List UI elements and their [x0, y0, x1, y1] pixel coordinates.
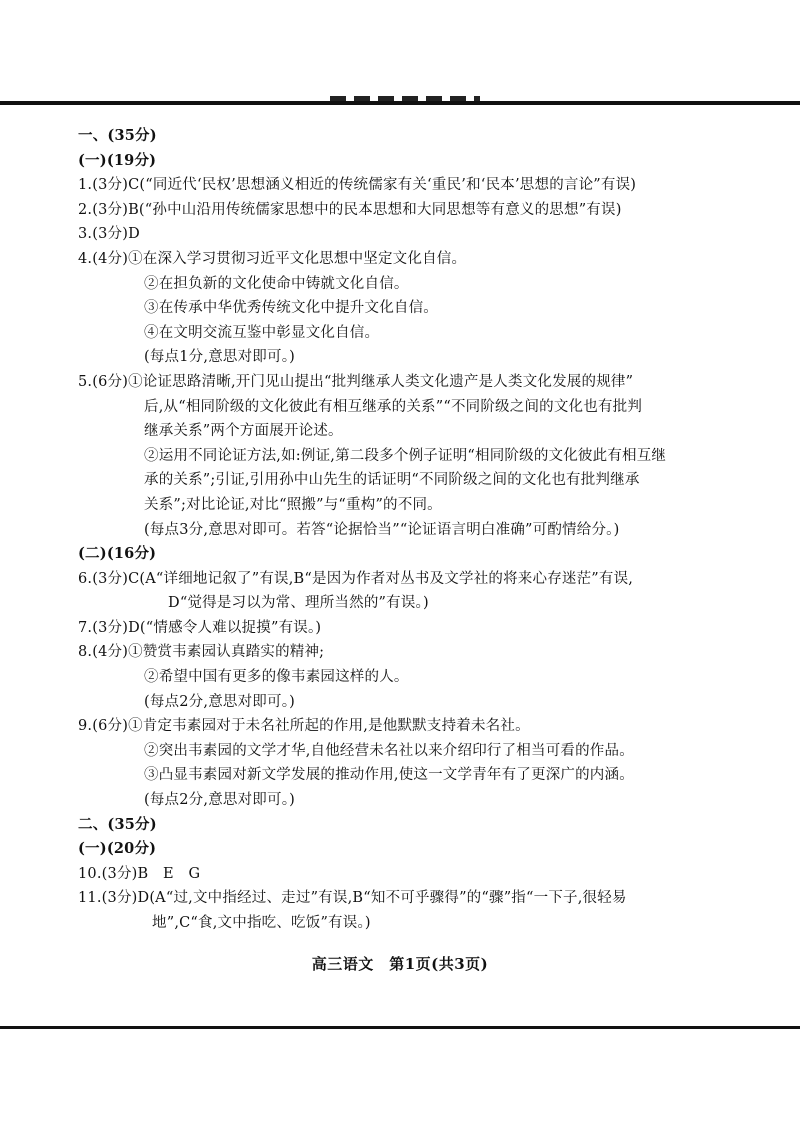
answer-8-line: 8.(4分)①赞赏韦素园认真踏实的精神; [78, 644, 325, 661]
answer-key-content [78, 124, 718, 936]
answer-10: 10.(3分)B E G [78, 865, 201, 882]
answer-1: 1.(3分)C(“同近代‘民权’思想涵义相近的传统儒家有关‘重民’和‘民本’思想的言论”有误) [78, 177, 637, 194]
answer-5-line: 承的关系”;引证,引用孙中山先生的话证明“不同阶级之间的文化也有批判继承 [144, 472, 640, 489]
answer-6-line: 6.(3分)C(A“详细地记叙了”有误,B“是因为作者对丛书及文学社的将来心存迷茫”有误, [78, 570, 634, 587]
answer-3: 3.(3分)D [78, 226, 140, 243]
answer-9-line: ②突出韦素园的文学才华,自他经营未名社以来介绍印行了相当可看的作品。 [144, 742, 634, 759]
answer-4-line: ③在传承中华优秀传统文化中提升文化自信。 [144, 300, 438, 317]
answer-11-line: 地”,C“食,文中指吃、吃饭”有误。) [152, 915, 371, 931]
answer-5-line: 继承关系”两个方面展开论述。 [144, 423, 343, 440]
answer-5-line: 后,从“相同阶级的文化彼此有相互继承的关系”“不同阶级之间的文化也有批判 [144, 398, 643, 415]
answer-4-line: ④在文明交流互鉴中彰显文化自信。 [144, 324, 380, 341]
answer-9-line: ③凸显韦素园对新文学发展的推动作用,使这一文学青年有了更深广的内涵。 [144, 767, 634, 784]
answer-4-line: ②在担负新的文化使命中铸就文化自信。 [144, 275, 409, 292]
answer-5-line: 5.(6分)①论证思路清晰,开门见山提出“批判继承人类文化遗产是人类文化发展的规律” [78, 373, 634, 390]
page-footer: 高三语文 第1页(共3页) [311, 955, 489, 973]
answer-5-note: (每点3分,意思对即可。若答“论据恰当”“论证语言明白准确”可酌情给分。) [144, 521, 620, 538]
answer-7: 7.(3分)D(“情感令人难以捉摸”有误。) [78, 619, 322, 636]
answer-2: 2.(3分)B(“孙中山沿用传统儒家思想中的民本思想和大同思想等有意义的思想”有误) [78, 201, 622, 218]
part-heading: (一)(19分) [78, 151, 157, 169]
top-rule [0, 101, 800, 105]
section-heading: 二、(35分) [78, 815, 157, 833]
answer-5-line: ②运用不同论证方法,如:例证,第二段多个例子证明“相同阶级的文化彼此有相互继 [144, 447, 667, 464]
answer-6-line: D“觉得是习以为常、理所当然的”有误。) [168, 595, 429, 612]
answer-11-line: 11.(3分)D(A“过,文中指经过、走过”有误,B“知不可乎骤得”的“骤”指“一下子,很轻易 [78, 890, 627, 907]
part-heading: (二)(16分) [78, 545, 157, 563]
answer-8-line: ②希望中国有更多的像韦素园这样的人。 [144, 669, 409, 686]
bottom-rule [0, 1026, 800, 1029]
section-heading: 一、(35分) [78, 127, 157, 144]
answer-4-line: 4.(4分)①在深入学习贯彻习近平文化思想中坚定文化自信。 [78, 250, 467, 267]
answer-5-line: 关系”;对比论证,对比“照搬”与“重构”的不同。 [144, 496, 442, 513]
answer-9-line: 9.(6分)①肯定韦素园对于未名社所起的作用,是他默默支持着未名社。 [78, 718, 530, 735]
answer-9-note: (每点2分,意思对即可。) [144, 792, 295, 809]
answer-8-note: (每点2分,意思对即可。) [144, 693, 295, 710]
part-heading: (一)(20分) [78, 840, 157, 858]
answer-4-note: (每点1分,意思对即可。) [144, 349, 295, 366]
